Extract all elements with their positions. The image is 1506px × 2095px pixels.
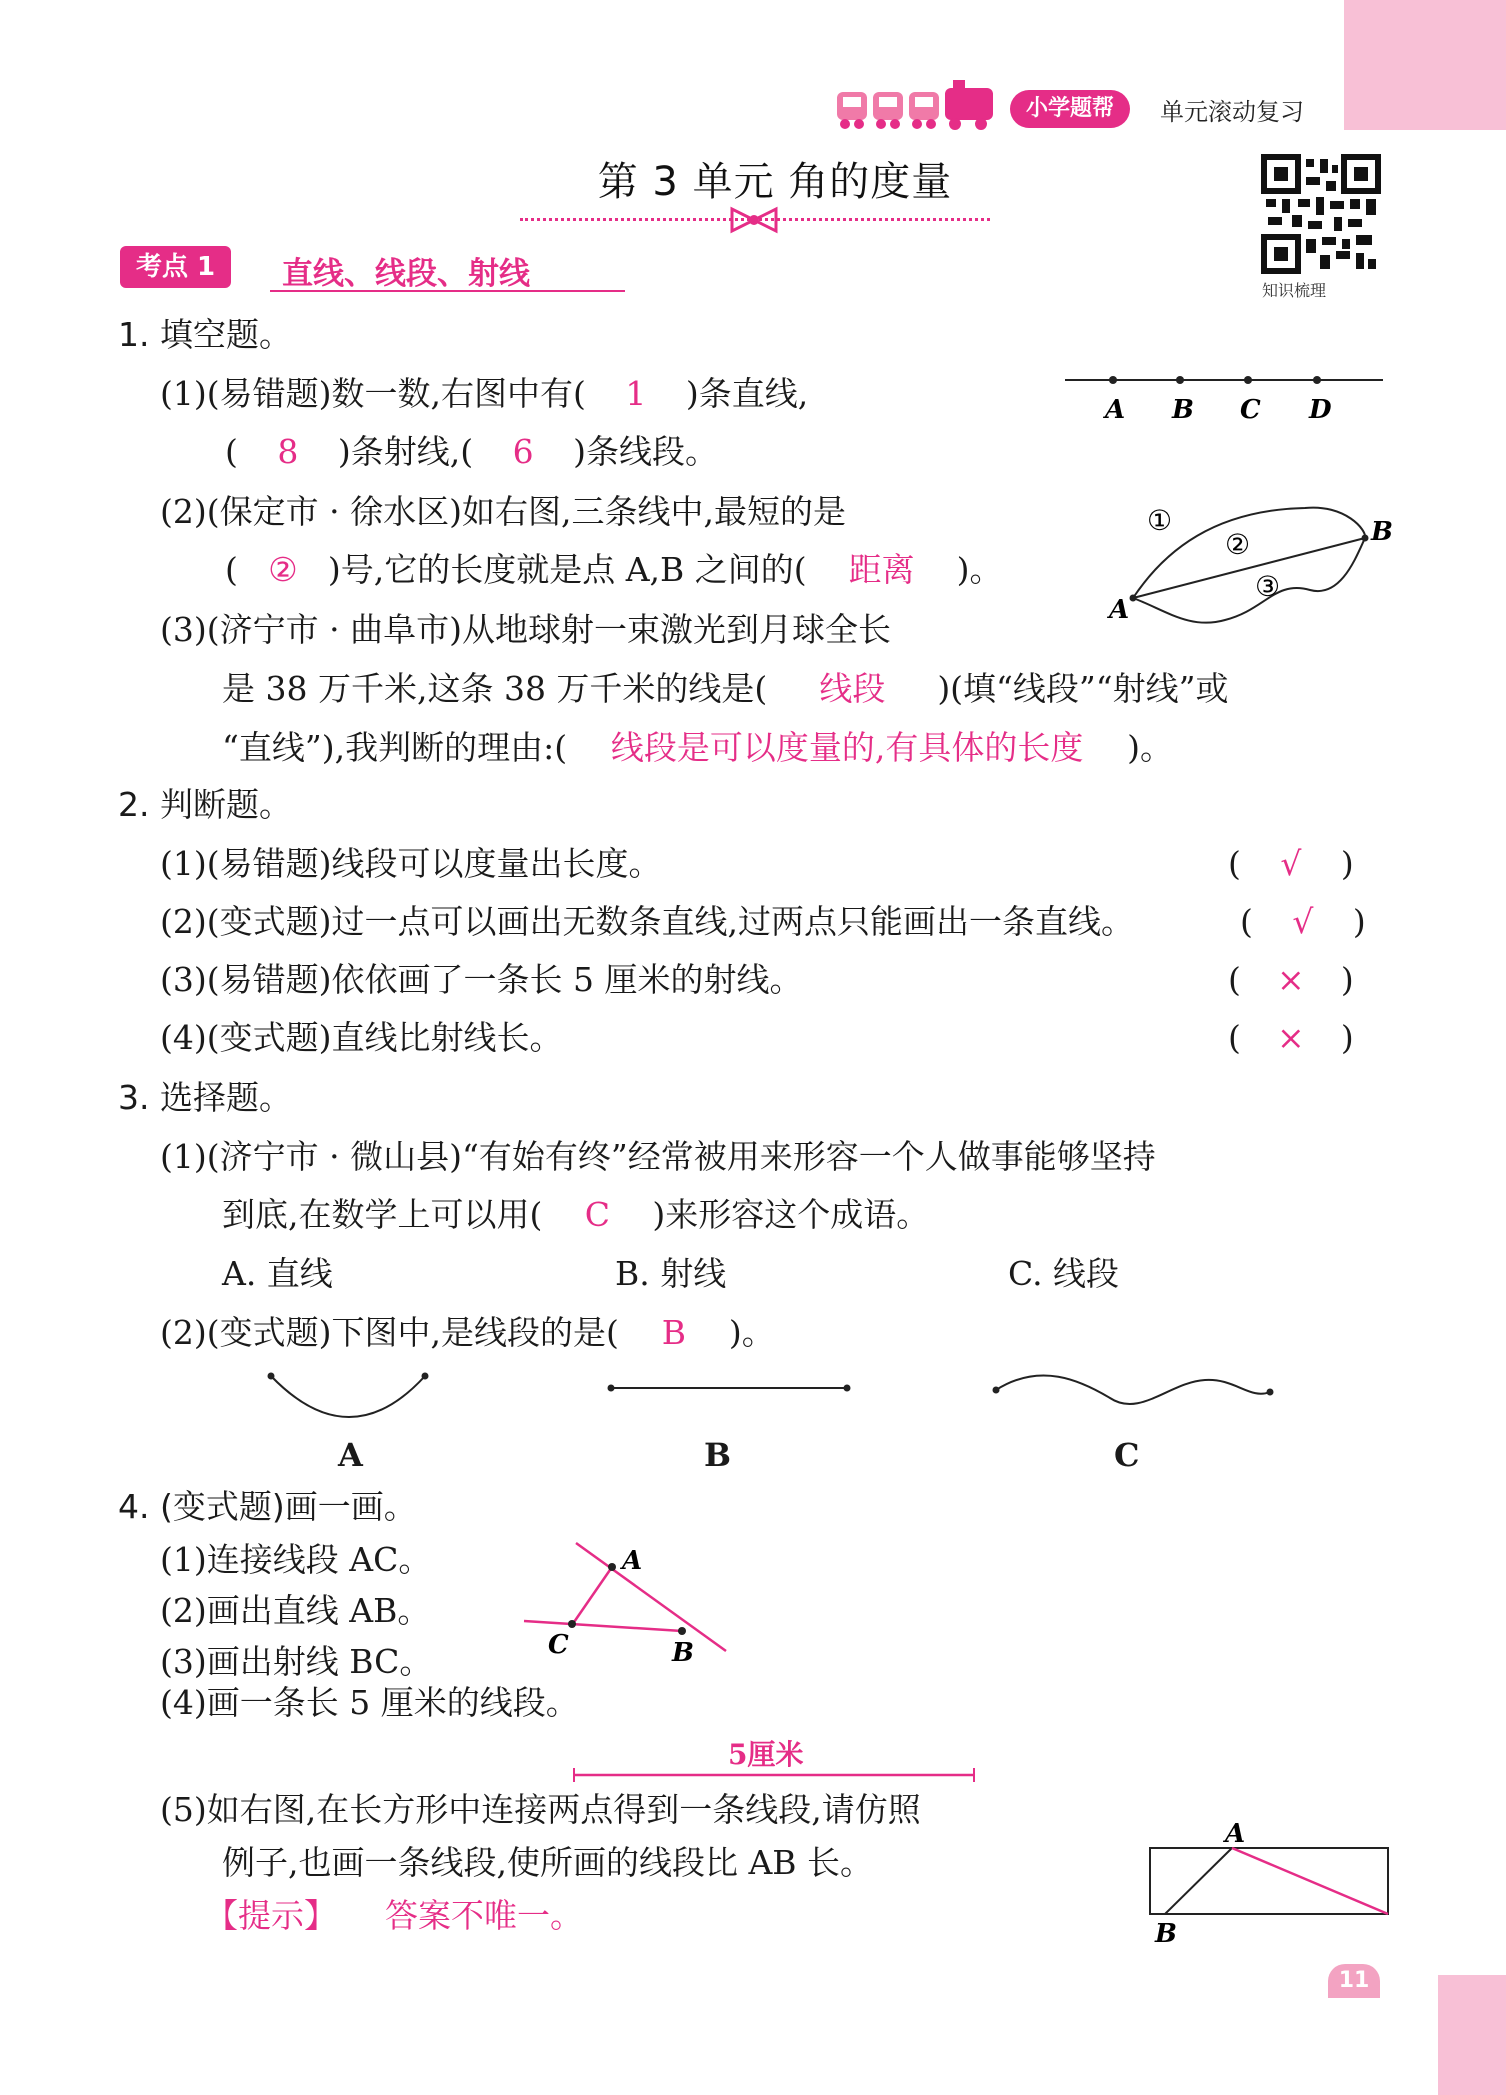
point-label: B [1172,395,1194,425]
q2-item-4: (4)(变式题)直线比射线长。 [160,1018,563,1057]
figure-abc-drawing [520,1535,740,1668]
figure-label-c: C [1114,1436,1140,1474]
hint-label: 【提示】 [205,1896,337,1935]
q2-heading: 2. 判断题。 [118,785,292,824]
page-edge-decoration [1438,1975,1506,2095]
brand-badge: 小学题帮 [1010,90,1130,128]
option-c: C. 线段 [1008,1254,1120,1293]
figure-line-abcd [1065,368,1385,428]
q1-p1-line2: ( 8 )条射线,( 6 )条线段。 [225,432,718,471]
corner-decoration [1344,0,1506,130]
answer-q1-1-lines: 1 [625,374,647,413]
qr-code-icon[interactable] [1262,155,1380,273]
hint-text: 答案不唯一。 [385,1896,583,1935]
q2-item-3: (3)(易错题)依依画了一条长 5 厘米的射线。 [160,960,803,999]
q4-p5-line1: (5)如右图,在长方形中连接两点得到一条线段,请仿照 [160,1790,921,1829]
figure-label-a: A [338,1436,363,1474]
answer-segment-5cm [570,1768,980,1782]
kaodian-title: 直线、线段、射线 [282,256,530,292]
qr-caption: 知识梳理 [1262,281,1327,300]
figure-label-b: B [704,1436,732,1474]
figure-three-lines [1105,490,1395,630]
answer-q2-1: √ [1280,844,1302,883]
point-label: A [1109,595,1130,625]
answer-q1-3-type: 线段 [819,669,886,708]
answer-q3-1: C [584,1195,610,1234]
kaodian-badge: 考点 1 [120,246,231,288]
q1-p2-line1: (2)(保定市 · 徐水区)如右图,三条线中,最短的是 [160,492,846,531]
q2-bracket: ( √ ) [1240,902,1366,941]
line-label: ③ [1255,570,1281,603]
point-label: C [1240,395,1261,425]
q4-item-2: (2)画出直线 AB。 [160,1591,431,1630]
point-label: B [672,1638,694,1668]
q4-heading: 4. (变式题)画一画。 [118,1487,417,1526]
q1-p3-line3: “直线”),我判断的理由:( 线段是可以度量的,有具体的长度 )。 [222,728,1173,767]
point-label: A [622,1546,643,1576]
q1-p3-line2: 是 38 万千米,这条 38 万千米的线是( 线段 )(填“线段”“射线”或 [222,669,1229,708]
point-label: A [1225,1819,1246,1849]
q2-bracket: ( √ ) [1228,844,1354,883]
bow-icon [728,205,780,235]
kaodian-underline [270,290,625,292]
point-label: B [1371,517,1393,547]
answer-q2-4: × [1277,1018,1305,1057]
answer-q1-3-reason: 线段是可以度量的,有具体的长度 [610,728,1084,767]
line-label: ① [1147,504,1173,537]
point-label: B [1155,1919,1177,1949]
answer-q2-3: × [1277,960,1305,999]
train-icon [835,78,1005,134]
figure-segment-b [605,1380,855,1400]
segment-length-label: 5厘米 [728,1738,804,1771]
option-a: A. 直线 [222,1254,333,1293]
point-label: D [1309,395,1332,425]
page-number: 11 [1328,1964,1380,1998]
answer-q1-1-segments: 6 [512,432,534,471]
q4-item-3: (3)画出射线 BC。 [160,1642,433,1681]
q4-p5-line2: 例子,也画一条线段,使所画的线段比 AB 长。 [222,1843,874,1882]
q3-p1-line1: (1)(济宁市 · 微山县)“有始有终”经常被用来形容一个人做事能够坚持 [160,1137,1156,1176]
q1-p1-line1: (1)(易错题)数一数,右图中有( 1 )条直线, [160,374,809,413]
q2-bracket: ( × ) [1228,960,1354,999]
figure-wave-c [990,1370,1280,1420]
figure-curve-a [265,1368,435,1428]
point-label: C [548,1630,569,1660]
q4-item-4: (4)画一条长 5 厘米的线段。 [160,1683,579,1722]
section-label: 单元滚动复习 [1160,98,1304,126]
q4-item-1: (1)连接线段 AC。 [160,1540,432,1579]
q2-item-2: (2)(变式题)过一点可以画出无数条直线,过两点只能画出一条直线。 [160,902,1134,941]
answer-q1-1-rays: 8 [277,432,299,471]
answer-q2-2: √ [1292,902,1314,941]
line-label: ② [1225,528,1251,561]
q2-bracket: ( × ) [1228,1018,1354,1057]
page-title: 第 3 单元 角的度量 [597,159,953,205]
point-label: A [1105,395,1126,425]
q1-p2-line2: ( ② )号,它的长度就是点 A,B 之间的( 距离 )。 [225,550,1003,589]
q3-heading: 3. 选择题。 [118,1078,292,1117]
answer-q1-2-shortest: ② [268,550,298,589]
q3-p1-line2: 到底,在数学上可以用( C )来形容这个成语。 [222,1195,930,1234]
answer-q1-2-distance: 距离 [848,550,915,589]
option-b: B. 射线 [615,1254,727,1293]
q1-heading: 1. 填空题。 [118,315,292,354]
q2-item-1: (1)(易错题)线段可以度量出长度。 [160,844,662,883]
figure-rectangle [1145,1818,1395,1958]
answer-q3-2: B [661,1313,686,1352]
q3-p2-line: (2)(变式题)下图中,是线段的是( B )。 [160,1313,775,1352]
q1-p3-line1: (3)(济宁市 · 曲阜市)从地球射一束激光到月球全长 [160,610,891,649]
